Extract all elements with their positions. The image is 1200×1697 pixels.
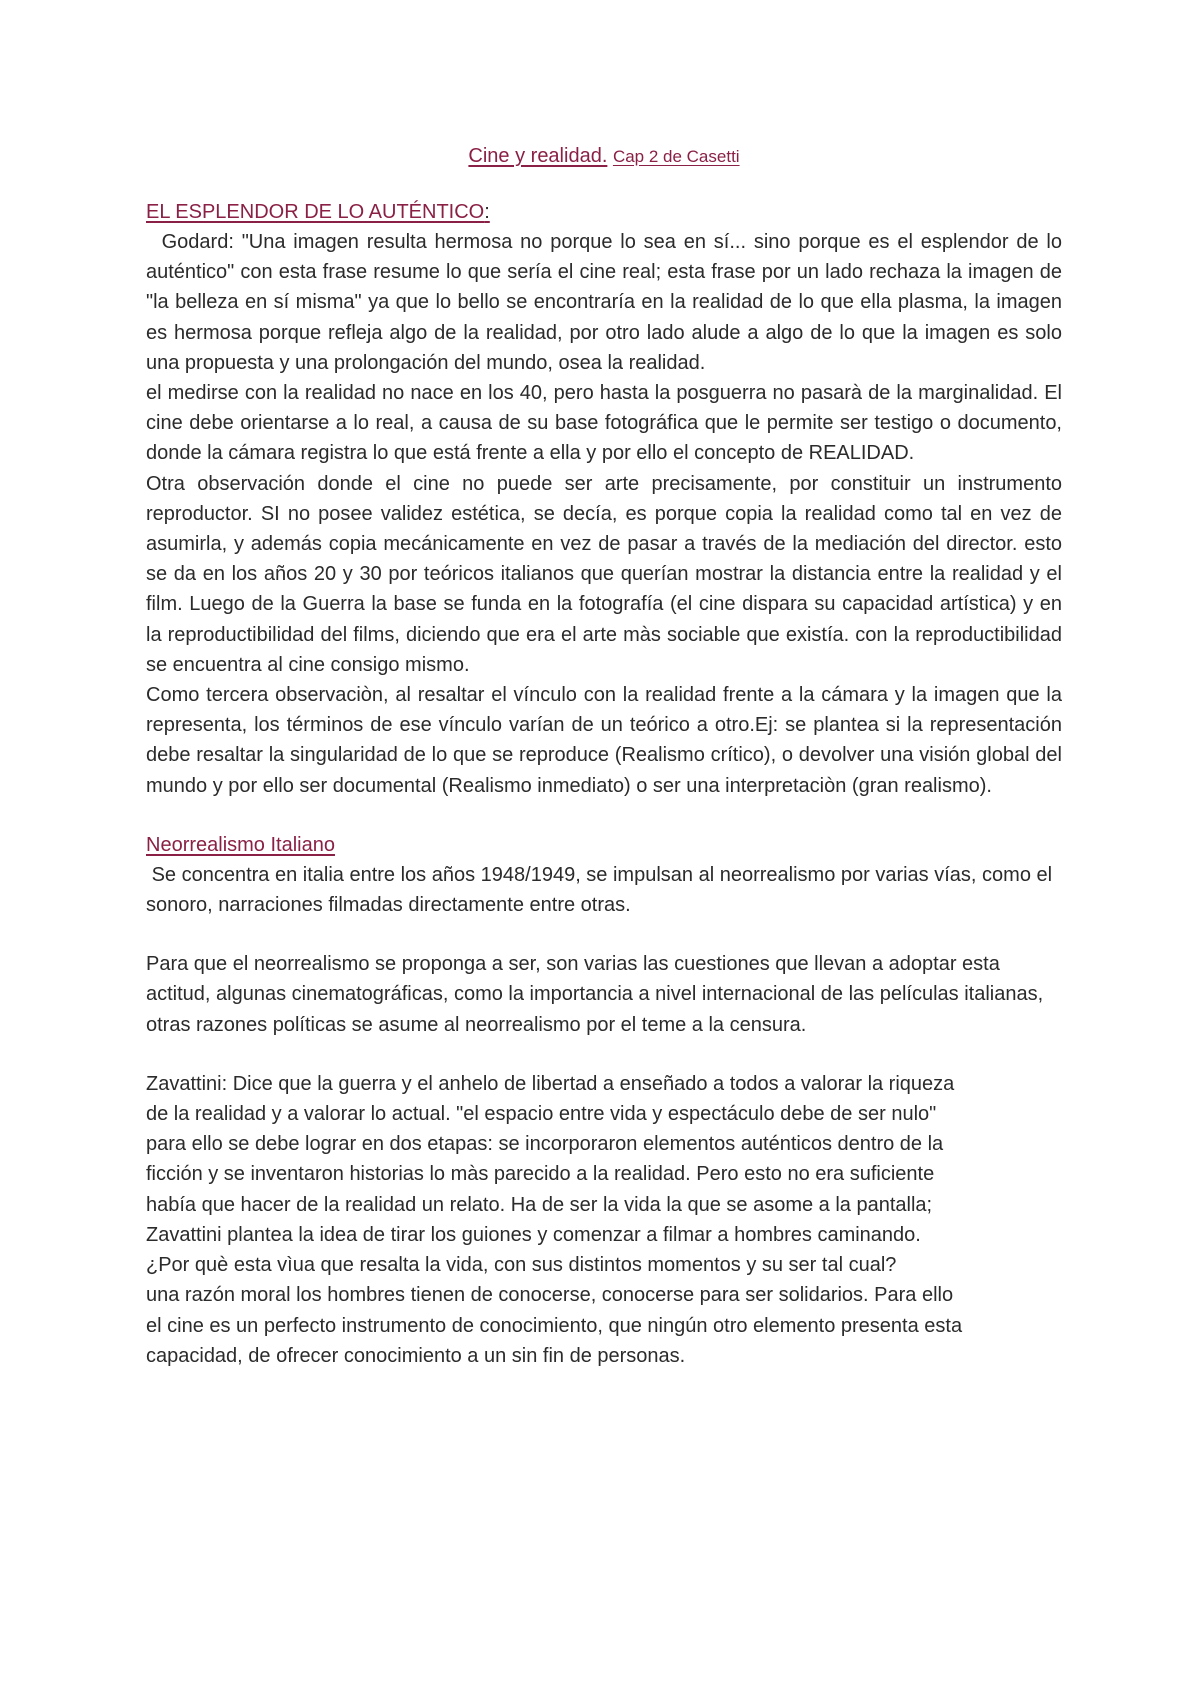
paragraph-concentra: Se concentra en italia entre los años 1948/1949, se impulsan al neorrealismo por varias vías, como el sonoro, narraciones filmadas directamente entre otras.: [146, 863, 1058, 917]
spacer: [146, 920, 1062, 949]
text-line: de la realidad y a valorar lo actual. "el espacio entre vida y espectáculo debe de ser nulo": [146, 1103, 937, 1126]
document-page: [146, 142, 1068, 1371]
title-subtitle: Cap 2 de Casetti: [612, 147, 740, 166]
title-main: Cine y realidad.: [468, 145, 608, 167]
section-heading-neorrealismo: Neorrealismo Italiano: [146, 833, 335, 856]
paragraph-zavattini: [146, 1069, 1062, 1371]
paragraph-otra-observacion: Otra observación donde el cine no puede ser arte precisamente, por constituir un instrumento reproductor. SI no posee validez estética, se decía, es porque copia la realidad como tal en vez de asumirla, y además copia mecánicamente en vez de pasar a través de la mediación del director. esto se da en los años 20 y 30 por teóricos italianos que querían mostrar la distancia entre la realidad y el film. Luego de la Guerra la base se funda en la fotografía (el cine dispara su capacidad artística) y en la reproductibilidad del films, diciendo que era el arte màs sociable que existía. con la reproductibilidad se encuentra al cine consigo mismo.: [146, 472, 1062, 676]
text-line: ¿Por què esta vìua que resalta la vida, con sus distintos momentos y su ser tal cual?: [146, 1254, 897, 1277]
paragraph-tercera-observacion: Como tercera observaciòn, al resaltar el vínculo con la realidad frente a la cámara y la imagen que la representa, los términos de ese vínculo varían de un teórico a otro.Ej: se plantea si la representación debe resaltar la singularidad de lo que se reproduce (Realismo crítico), o devolver una visión global del mundo y por ello ser documental (Realismo inmediato) o ser una interpretaciòn (gran realismo).: [146, 684, 1062, 797]
text-line: una razón moral los hombres tienen de conocerse, conocerse para ser solidarios. Para ello: [146, 1284, 954, 1307]
section-heading-colon: :: [484, 201, 490, 223]
text-line: el cine es un perfecto instrumento de conocimiento, que ningún otro elemento presenta esta: [146, 1314, 963, 1337]
paragraph-medirse: el medirse con la realidad no nace en los 40, pero hasta la posguerra no pasarà de la marginalidad. El cine debe orientarse a lo real, a causa de su base fotográfica que le permite ser testigo o documento, donde la cámara registra lo que está frente a ella y por ello el concepto de REALIDAD.: [146, 382, 1062, 465]
document-title: [146, 142, 1062, 171]
section-heading-text: EL ESPLENDOR DE LO AUTÉNTICO: [146, 201, 485, 223]
spacer: [146, 1040, 1062, 1069]
paragraph-godard: Godard: "Una imagen resulta hermosa no porque lo sea en sí... sino porque es el esplendor de lo auténtico" con esta frase resume lo que sería el cine real; esta frase por un lado rechaza la imagen de "la belleza en sí misma" ya que lo bello se encontraría en la realidad de lo que ella plasma, la imagen es hermosa porque refleja algo de la realidad, por otro lado alude a algo de lo que la imagen es solo una propuesta y una prolongación del mundo, osea la realidad.: [146, 231, 1068, 374]
section-heading-esplendor: [146, 197, 1062, 227]
text-line: para ello se debe lograr en dos etapas: se incorporaron elementos auténticos dentro de la: [146, 1133, 944, 1156]
spacer: [146, 801, 1062, 830]
paragraph-para-que: Para que el neorrealismo se proponga a ser, son varias las cuestiones que llevan a adoptar esta actitud, algunas cinematográficas, como la importancia a nivel internacional de las películas italianas, otras razones políticas se asume al neorrealismo por el teme a la censura.: [146, 953, 1044, 1036]
text-line: Zavattini plantea la idea de tirar los guiones y comenzar a filmar a hombres caminando.: [146, 1223, 921, 1246]
text-line: había que hacer de la realidad un relato. Ha de ser la vida la que se asome a la pantalla;: [146, 1193, 933, 1216]
text-line: capacidad, de ofrecer conocimiento a un sin fin de personas.: [146, 1344, 686, 1367]
text-line: Zavattini: Dice que la guerra y el anhelo de libertad a enseñado a todos a valorar la riqueza: [146, 1072, 955, 1095]
text-line: ficción y se inventaron historias lo màs parecido a la realidad. Pero esto no era suficiente: [146, 1163, 935, 1186]
